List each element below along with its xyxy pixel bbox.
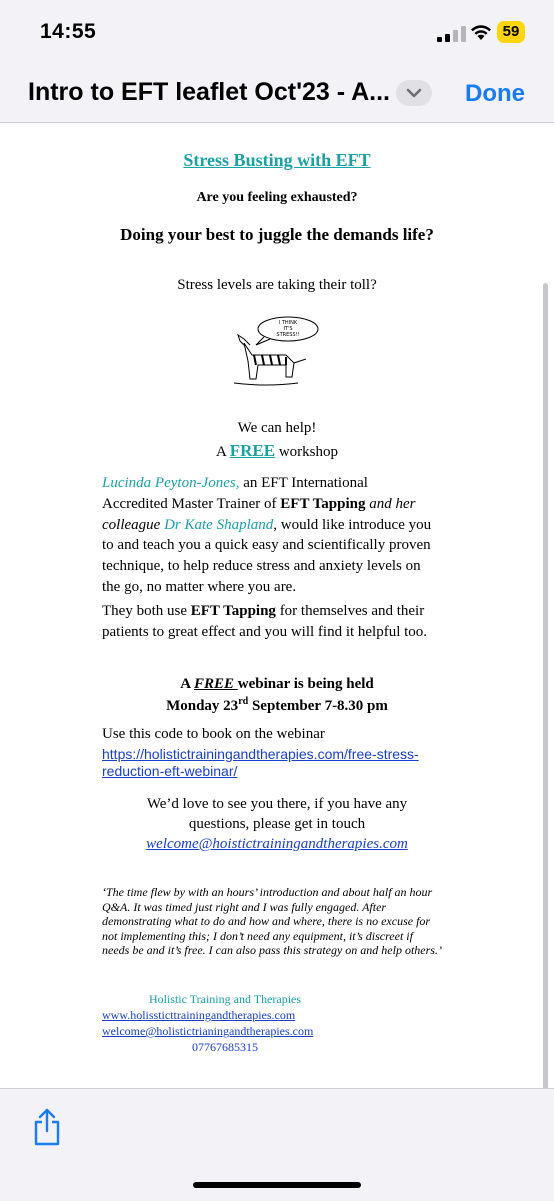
done-button[interactable]: Done <box>465 80 525 107</box>
scrollbar[interactable] <box>543 283 548 1088</box>
contact-invite: We’d love to see you there, if you have any questions, please get in touch welcome@hoistictrainingandtherapies.com <box>146 796 408 852</box>
help-line-2: A FREE workshop <box>215 441 339 460</box>
intro-paragraph: Lucinda Peyton-Jones, an EFT International Accredited Master Trainer of EFT Tapping and her colleague Dr Kate Shapland, would like introduce you to and teach you a quick easy and scientifically proven technique, to help reduce stress and anxiety levels on the go, no matter where you are. <box>102 475 432 595</box>
doc-question-3: Stress levels are taking their toll? <box>177 277 377 293</box>
signature-website-link[interactable]: www.holissticttrainingandtherapies.com <box>102 1008 296 1022</box>
navigation-bar <box>0 64 554 122</box>
document-page[interactable] <box>0 123 554 1088</box>
status-time: 14:55 <box>40 20 97 43</box>
cellular-signal-icon <box>437 26 467 42</box>
signature-org: Holistic Training and Therapies <box>148 992 302 1006</box>
share-icon <box>31 1107 63 1147</box>
battery-indicator: 59 <box>497 21 525 43</box>
wifi-icon <box>470 23 492 41</box>
doc-question-2: Doing your best to juggle the demands life? <box>120 225 434 244</box>
zebra-cartoon-image <box>226 315 326 395</box>
chevron-down-icon <box>396 80 432 106</box>
testimonial-quote: ‘The time flew by with an hours’ introduction and about half an hour Q&A. It was timed just right and I was fully engaged. After demonstrating what to do and how and where, there is no excuse for not implementing this; I don’t need any equipment, it’s discreet if needs be and it’s free. I can also pass this strategy on and help others.’ <box>102 885 442 957</box>
usage-paragraph: They both use EFT Tapping for themselves and their patients to great effect and you will find it helpful too. <box>102 603 428 640</box>
home-indicator[interactable] <box>193 1182 361 1188</box>
webinar-line-1: A FREE webinar is being held <box>180 676 374 692</box>
booking-instruction: Use this code to book on the webinar <box>102 726 325 742</box>
contact-email-link[interactable]: welcome@hoistictrainingandtherapies.com <box>146 836 408 852</box>
title-menu-button[interactable] <box>396 80 432 106</box>
webinar-date: Monday 23rd September 7-8.30 pm <box>166 696 388 714</box>
free-workshop-emphasis: FREE <box>229 441 276 460</box>
doc-heading: Stress Busting with EFT <box>183 150 371 170</box>
signature-email-link[interactable]: welcome@holistictrianingandtherapies.com <box>102 1024 314 1038</box>
status-bar <box>0 0 554 64</box>
document-title[interactable]: Intro to EFT leaflet Oct'23 - A... <box>28 78 390 106</box>
webinar-booking-link[interactable]: https://holistictrainingandtherapies.com/free-stress-reduction-eft-webinar/ <box>102 746 419 779</box>
svg-text:STRESS!!: STRESS!! <box>276 332 300 338</box>
share-button[interactable] <box>31 1107 63 1147</box>
signature-phone[interactable]: 07767685315 <box>192 1040 258 1054</box>
svg-text:I THINK: I THINK <box>278 320 298 326</box>
help-line-1: We can help! <box>237 420 317 436</box>
doc-question-1: Are you feeling exhausted? <box>196 190 358 205</box>
svg-text:IT'S: IT'S <box>283 326 293 332</box>
